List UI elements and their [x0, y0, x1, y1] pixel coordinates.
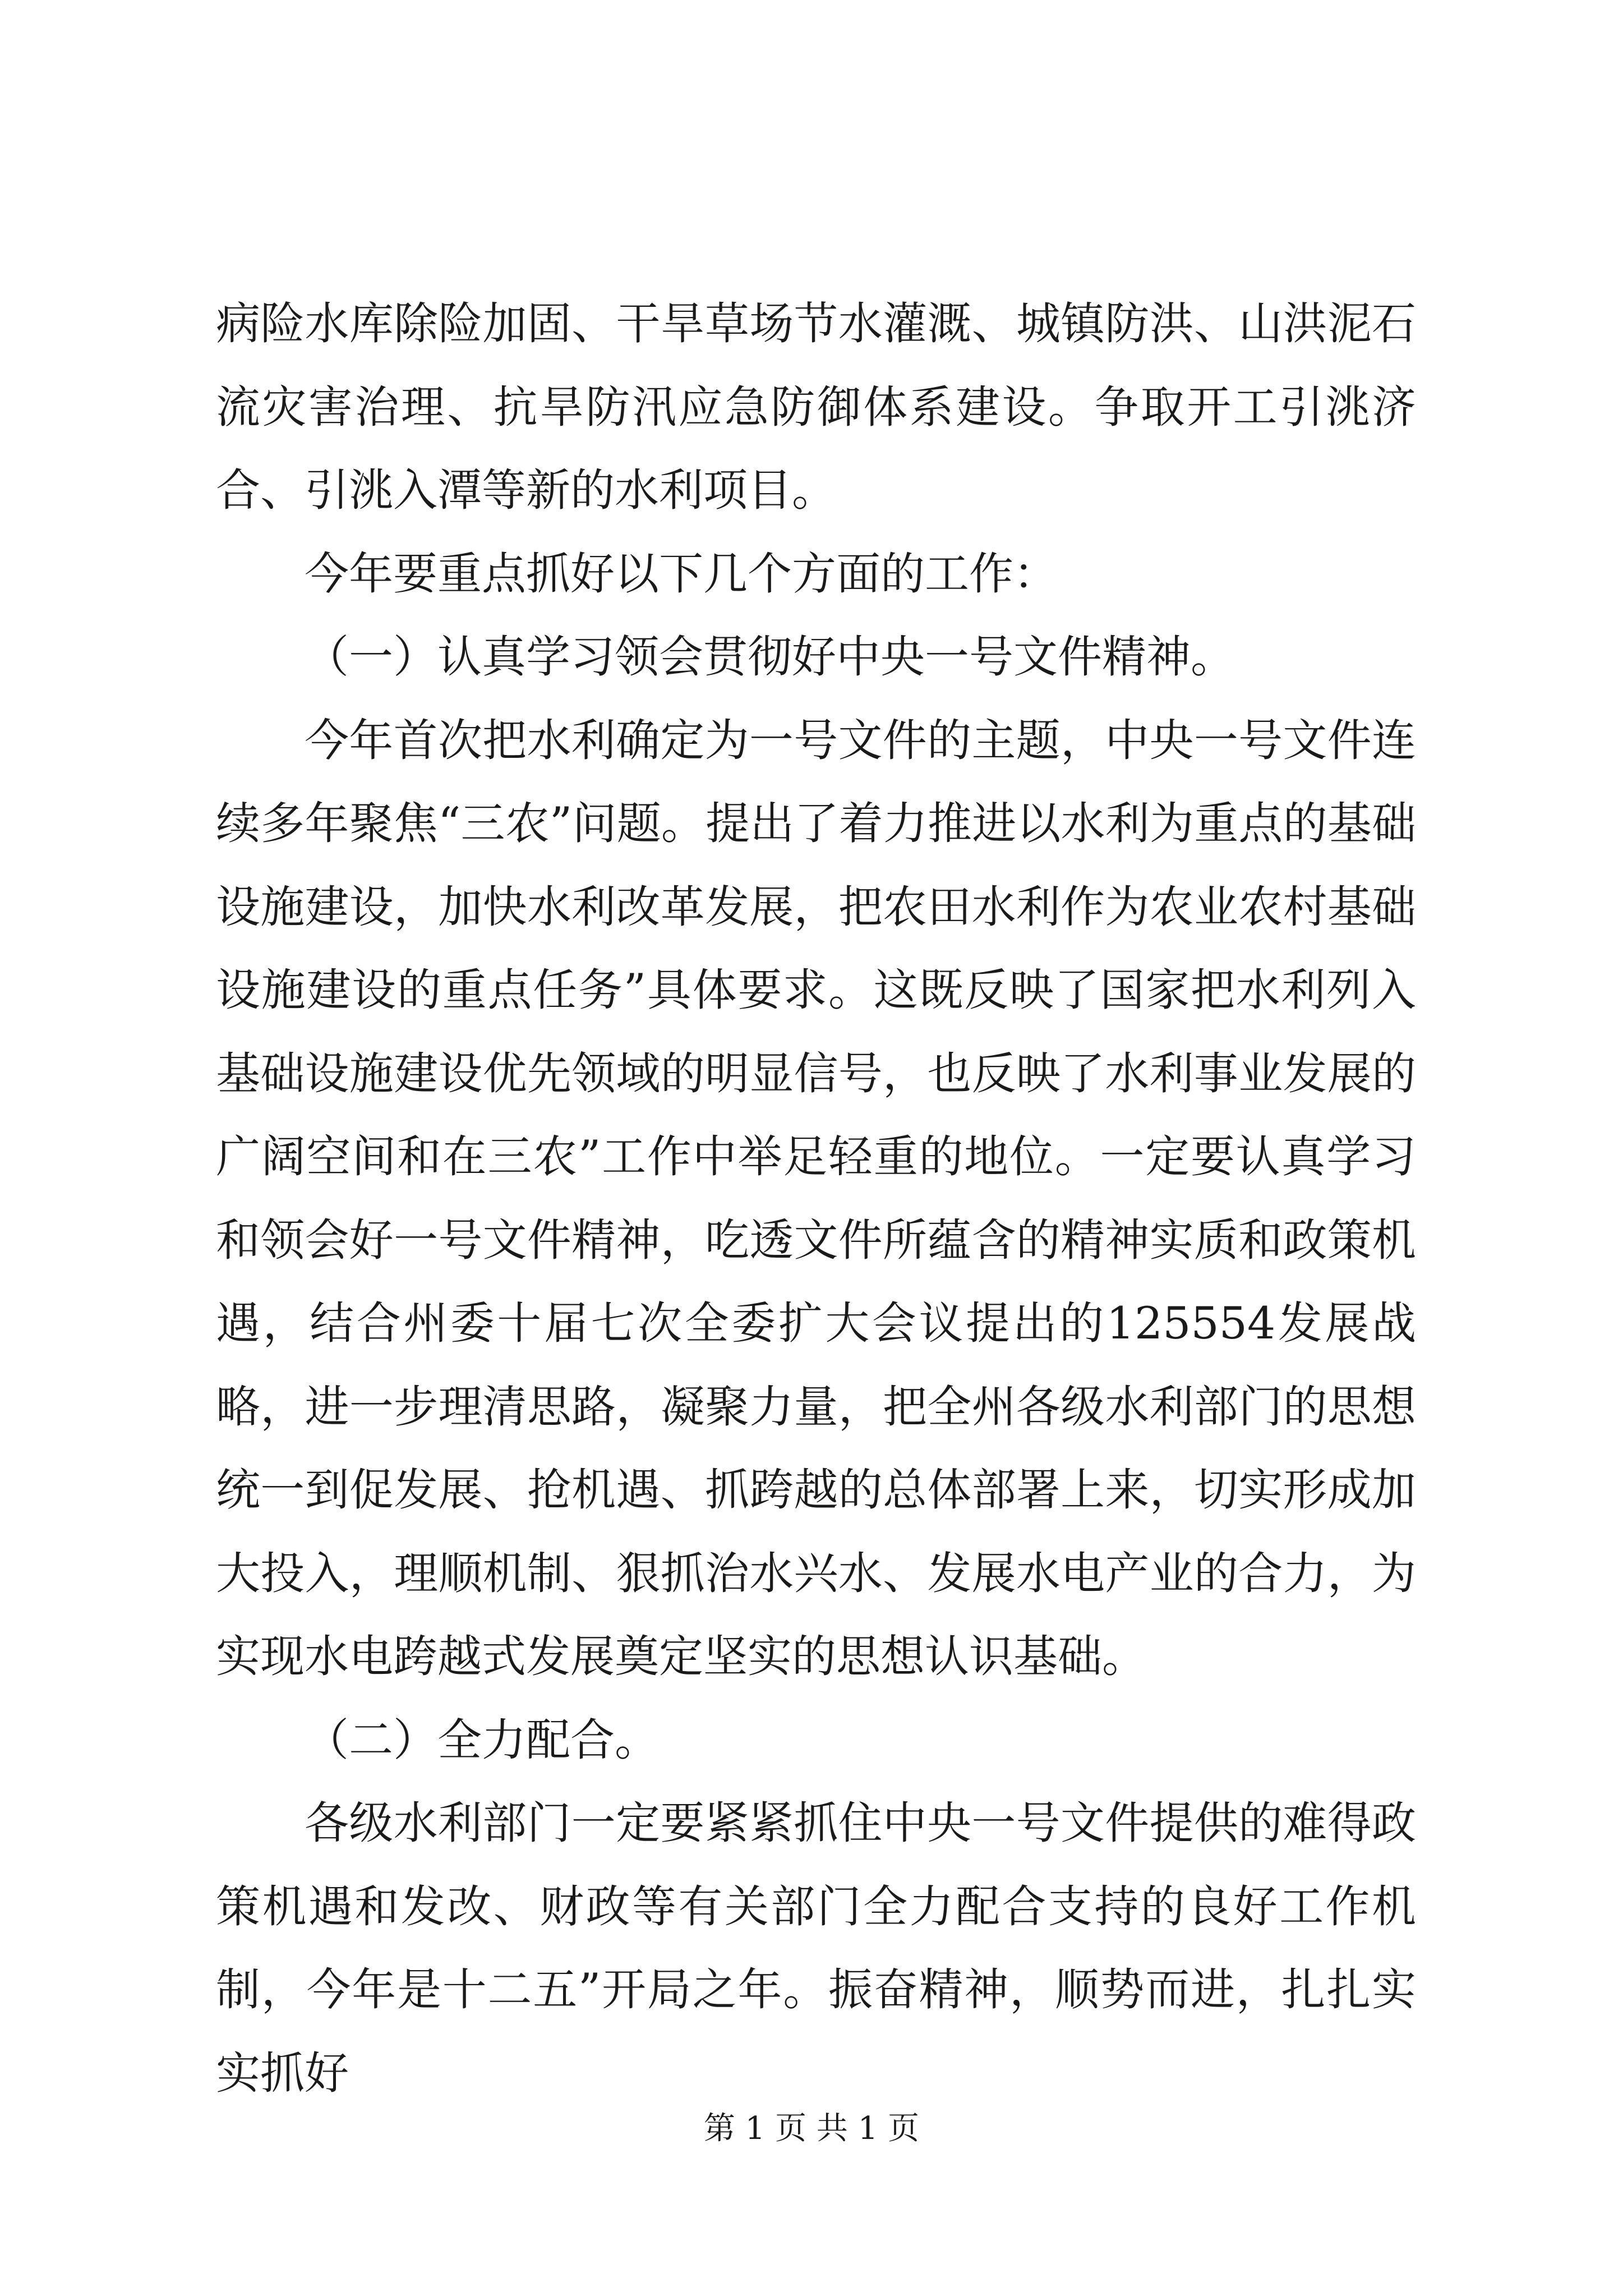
paragraph-section-2: 各级水利部门一定要紧紧抓住中央一号文件提供的难得政策机遇和发改、财政等有关部门全力配合支持的良好工作机制，今年是十二五”开局之年。振奋精神，顺势而进，扎扎实实抓好	[216, 1797, 1416, 2099]
paragraph-section-1: 今年首次把水利确定为一号文件的主题，中央一号文件连续多年聚焦“三农”问题。提出了着力推进以水利为重点的基础设施建设，加快水利改革发展，把农田水利作为农业农村基础设施建设的重点任务”具体要求。这既反映了国家把水利列入基础设施建设优先领域的明显信号，也反映了水利事业发展的广阔空间和在三农”工作中举足轻重的地位。一定要认真学习和领会好一号文件精神，吃透文件所蕴含的精神实质和政策机遇，结合州委十届七次全委扩大会议提出的125554发展战略，进一步理清思路，凝聚力量，把全州各级水利部门的思想统一到促发展、抢机遇、抓跨越的总体部署上来，切实形成加大投入，理顺机制、狠抓治水兴水、发展水电产业的合力，为实现水电跨越式发展奠定坚实的思想认识基础。	[216, 714, 1416, 1682]
section-heading-2: （二）全力配合。	[305, 1714, 659, 1766]
page-footer	[0, 2109, 1623, 2148]
paragraph-continuation: 病险水库除险加固、干旱草场节水灌溉、城镇防洪、山洪泥石流灾害治理、抗旱防汛应急防御体系建设。争取开工引洮济合、引洮入潭等新的水利项目。	[216, 298, 1416, 516]
page-number: 第 1 页 共 1 页	[703, 2110, 920, 2147]
document-body	[216, 282, 1416, 2115]
section-heading-1: （一）认真学习领会贯彻好中央一号文件精神。	[305, 631, 1235, 683]
paragraph-intro: 今年要重点抓好以下几个方面的工作：	[305, 547, 1058, 600]
